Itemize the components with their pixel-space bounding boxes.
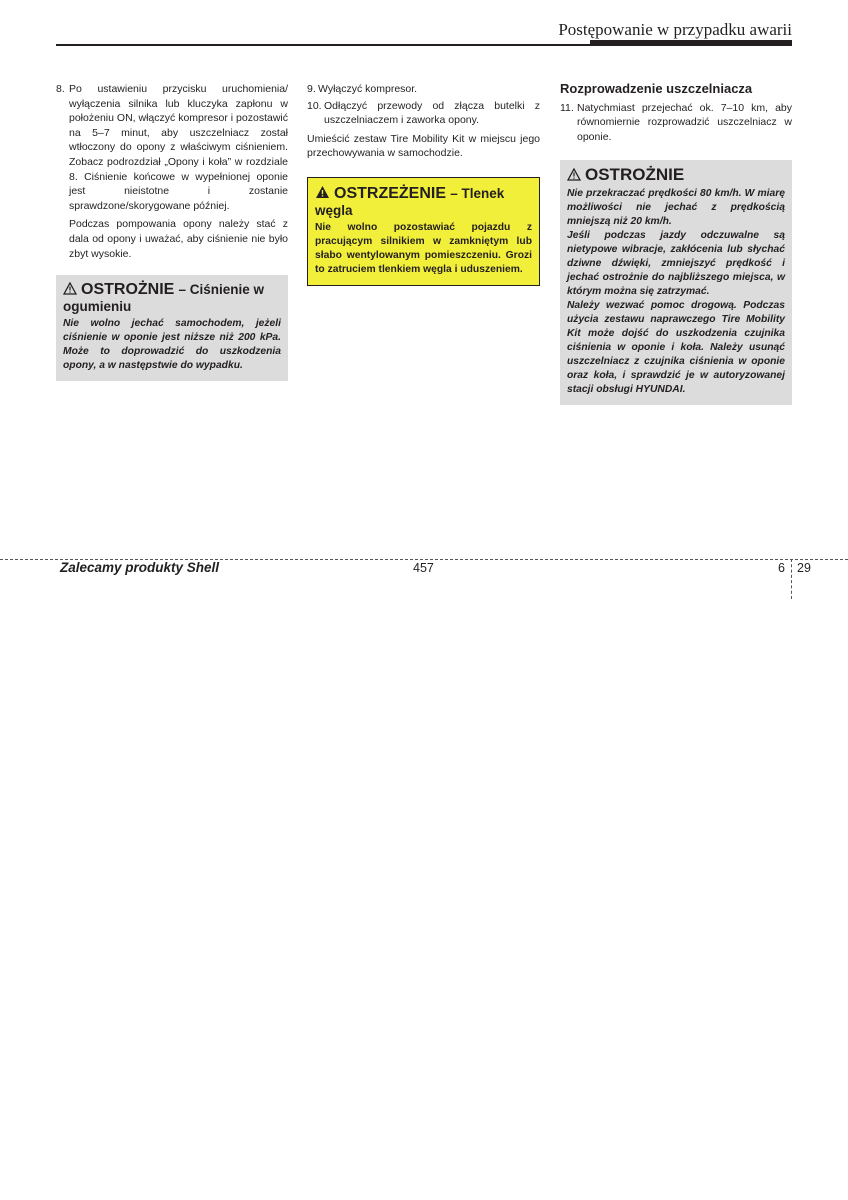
step-text: Po ustawieniu przycisku uruchomienia/ wyłączenia silnika lub kluczyka zapłonu w położeniu ON, włączyć kompresor i pozostawić na 5–7 minut, aby uszczelniacz został wtłoczony do opony z właściwym ciśnieniem. Zobacz podrozdział „Opony i koła” w rozdziale 8. Ciśnienie końcowe w wypełnionej oponie jest nieistotne i zostanie sprawdzone/skorygowane później. <box>69 83 288 212</box>
step-number: 8. <box>56 83 65 95</box>
step-note: Podczas pompowania opony należy stać z dala od opony i uważać, aby ciśnienie nie było zbyt wysokie. <box>69 218 288 260</box>
warning-subtitle: – Tlenek węgla <box>315 185 505 218</box>
step-text: Wyłączyć kompresor. <box>318 83 418 95</box>
warning-box-co <box>307 177 540 286</box>
column-3 <box>560 82 792 405</box>
page-header-title: Postępowanie w przypadku awarii <box>558 20 792 39</box>
section-heading: Rozprowadzenie uszczelniacza <box>560 81 753 96</box>
footer-divider <box>791 559 792 599</box>
footer-document-page: 457 <box>413 561 434 575</box>
caution-title <box>567 167 785 185</box>
footer-brand-note: Zalecamy produkty Shell <box>60 560 220 575</box>
caution-paragraph: Należy wezwać pomoc drogową. Podczas użycia zestawu naprawczego Tire Mobility Kit może dojść do uszkodzenia czujnika ciśnienia w oponie i koła. Należy usunąć uszczelniacz z czujnika ciśnienia w oponie oraz koła, i sprawdzić je w autoryzowanej stacji obsługi HYUNDAI. <box>567 300 785 396</box>
column-2 <box>307 82 540 286</box>
step-text: Odłączyć przewody od złącza butelki z uszczelniaczem i zaworka opony. <box>324 99 540 127</box>
step-9 <box>307 82 540 97</box>
header-rule-accent <box>590 40 792 45</box>
warning-title <box>315 185 532 219</box>
warning-title-label: OSTRZEŻENIE <box>334 184 447 202</box>
caution-box-pressure <box>56 275 288 381</box>
caution-title <box>63 282 281 315</box>
caution-title-label: OSTROŻNIE <box>585 165 685 185</box>
step-number: 9. <box>307 83 316 95</box>
caution-body <box>63 317 281 373</box>
column-1 <box>56 82 288 381</box>
storage-note: Umieścić zestaw Tire Mobility Kit w miejscu jego przechowywania w samochodzie. <box>307 132 540 160</box>
caution-text: Nie wolno jechać samochodem, jeżeli ciśnienie w oponie jest niższe niż 200 kPa. Może to doprowadzić do uszkodzenia opony, a w następstwie do wypadku. <box>63 318 281 372</box>
step-text: Natychmiast przejechać ok. 7–10 km, aby równomiernie rozprowadzić uszczelniacz w oponie. <box>577 101 792 143</box>
caution-paragraph: Jeśli podczas jazdy odczuwalne są nietypowe wibracje, zakłócenia lub słychać dziwne dźwięki, zmniejszyć prędkość i jechać ostrożnie do najbliższego miejsca, w którym można się zatrzymać. <box>567 230 785 298</box>
footer-section-number: 6 <box>778 561 785 575</box>
step-11 <box>560 101 792 145</box>
warning-text: Nie wolno pozostawiać pojazdu z pracującym silnikiem w zamkniętym lub słabo wentylowanym pomieszczeniu. Grozi to zatruciem tlenkiem węgla i uduszeniem. <box>315 221 532 275</box>
warning-body <box>315 221 532 277</box>
caution-subtitle: – Ciśnienie w ogumieniu <box>63 282 265 315</box>
caution-box-driving <box>560 160 792 405</box>
caution-paragraph: Nie przekraczać prędkości 80 km/h. W miarę możliwości nie jechać z prędkością mniejszą niż 20 km/h. <box>567 188 785 228</box>
step-10 <box>307 99 540 128</box>
caution-body <box>567 187 785 397</box>
step-number: 10. <box>307 99 322 112</box>
footer-page-number: 29 <box>797 561 811 575</box>
step-8 <box>56 82 288 213</box>
step-number: 11. <box>560 101 574 114</box>
caution-triangle-icon <box>567 168 581 185</box>
warning-triangle-icon <box>315 185 330 203</box>
caution-triangle-icon <box>63 282 77 299</box>
caution-title-label: OSTROŻNIE <box>81 281 175 299</box>
